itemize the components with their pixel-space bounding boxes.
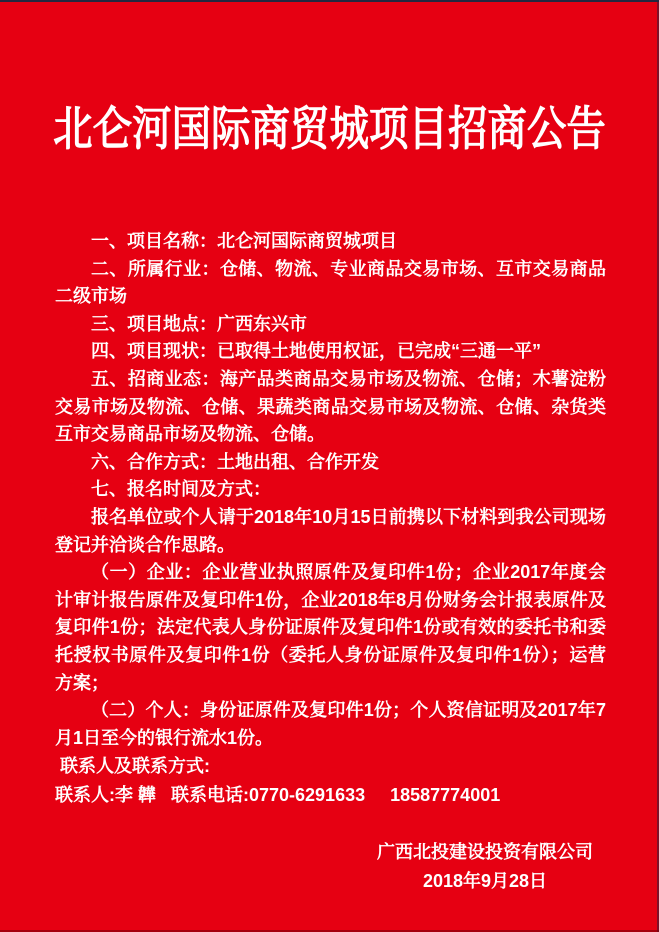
body-paragraph: （一）企业：企业营业执照原件及复印件1份；企业2017年度会计审计报告原件及复印件1份，企业2018年8月份财务会计报表原件及复印件1份；法定代表人身份证原件及复印件1份或有效的委托书和委托授权书原件及复印件1份（委托人身份证原件及复印件1份）；运营方案；: [55, 562, 606, 693]
body-paragraph: （二）个人：身份证原件及复印件1份；个人资信证明及2017年7月1日至今的银行流水1份。: [55, 700, 606, 748]
body-paragraph: 报名单位或个人请于2018年10月15日前携以下材料到我公司现场登记并洽谈合作思路。: [55, 506, 606, 555]
body-paragraph: 二、所属行业：仓储、物流、专业商品交易市场、互市交易商品二级市场: [55, 258, 606, 307]
contact-heading: 联系人及联系方式:: [60, 756, 210, 776]
contact-section: [55, 752, 615, 809]
body-paragraph: 六、合作方式：土地出租、合作开发: [91, 451, 379, 472]
body-paragraph: 三、项目地点：广西东兴市: [91, 313, 307, 334]
poster-title: 北仑河国际商贸城项目招商公告: [53, 102, 606, 157]
body-paragraph: 一、项目名称：北仑河国际商贸城项目: [91, 231, 397, 251]
company-name: 广西北投建设投资有限公司: [377, 842, 593, 862]
body-paragraph: 五、招商业态：海产品类商品交易市场及物流、仓储；木薯淀粉交易市场及物流、仓储、果蔬类商品交易市场及物流、仓储、杂货类互市交易商品市场及物流、仓储。: [55, 368, 606, 445]
contact-line: 联系人:李 韡 联系电话:0770-6291633 18587774001: [55, 784, 501, 805]
signature-date: 2018年9月28日: [422, 870, 548, 891]
signature-block: [312, 838, 658, 895]
body-paragraphs: [55, 228, 606, 752]
body-paragraph: 四、项目现状：已取得土地使用权证，已完成“三通一平”: [91, 341, 541, 362]
body-paragraph: 七、报名时间及方式：: [91, 479, 271, 500]
